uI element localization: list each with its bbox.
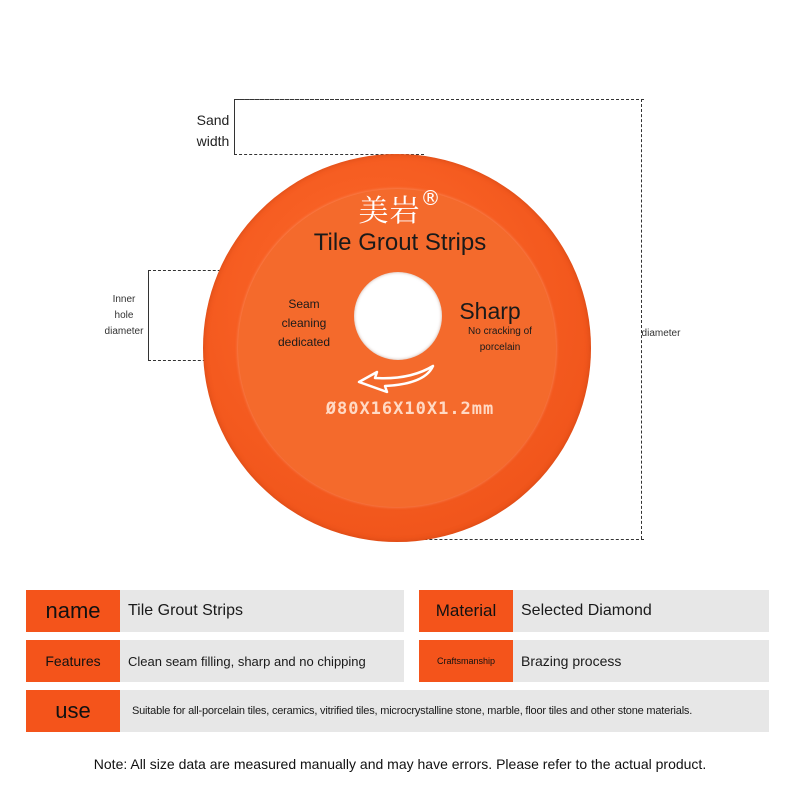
disc-right-text	[455, 324, 545, 356]
craftsmanship-value-cell	[513, 640, 769, 682]
use-label: use	[55, 698, 91, 723]
craftsmanship-value: Brazing process	[521, 653, 622, 669]
disc-right-line1: No cracking of	[468, 326, 532, 337]
material-tag	[419, 590, 513, 632]
disc-left-text	[264, 295, 344, 352]
material-value: Selected Diamond	[521, 602, 652, 619]
sand-width-top-guide	[234, 99, 424, 100]
use-tag	[26, 690, 120, 732]
name-value-cell	[120, 590, 404, 632]
sand-width-label-line1: Sand	[196, 112, 230, 128]
diameter-vertical-guide	[641, 99, 642, 539]
disc-right-line2: porcelain	[479, 342, 521, 353]
sand-width-label-line2: width	[196, 133, 230, 149]
registered-mark: ®	[420, 186, 442, 210]
craftsmanship-tag	[419, 640, 513, 682]
features-tag	[26, 640, 120, 682]
material-label: Material	[435, 601, 497, 620]
size-spec: Ø80X16X10X1.2mm	[325, 399, 495, 419]
features-value: Clean seam filling, sharp and no chipping	[128, 653, 366, 669]
material-value-cell	[513, 590, 769, 632]
rotation-arrow-icon	[355, 362, 450, 394]
brand-logo	[340, 186, 460, 230]
features-value-cell	[120, 640, 404, 682]
inner-hole-label-line3: diameter	[104, 326, 144, 337]
disc-left-line3: dedicated	[277, 335, 331, 349]
name-tag	[26, 590, 120, 632]
name-value: Tile Grout Strips	[128, 602, 243, 619]
disc-title: Tile Grout Strips	[313, 229, 487, 256]
disc-center-hole	[354, 272, 442, 360]
inner-hole-label	[100, 292, 148, 340]
inner-hole-label-line2: hole	[114, 310, 134, 321]
disc-left-line2: cleaning	[281, 316, 327, 330]
disc-left-line1: Seam	[288, 297, 320, 311]
inner-hole-vertical-guide	[148, 270, 149, 361]
use-value-cell	[120, 690, 769, 732]
brand-name: 美岩	[358, 194, 421, 229]
measurement-note: Note: All size data are measured manually and may have errors. Please refer to the actual product.	[93, 756, 707, 772]
diameter-label: diameter	[641, 328, 681, 339]
features-label: Features	[45, 653, 101, 669]
use-value: Suitable for all-porcelain tiles, ceramics, vitrified tiles, microcrystalline stone, marble, floor tiles and other stone materials.	[132, 705, 693, 717]
inner-hole-label-line1: Inner	[112, 294, 136, 305]
sand-width-label	[190, 110, 236, 152]
disc-right-title: Sharp	[459, 298, 521, 324]
name-label: name	[45, 598, 101, 623]
craftsmanship-label: Craftsmanship	[436, 656, 496, 666]
